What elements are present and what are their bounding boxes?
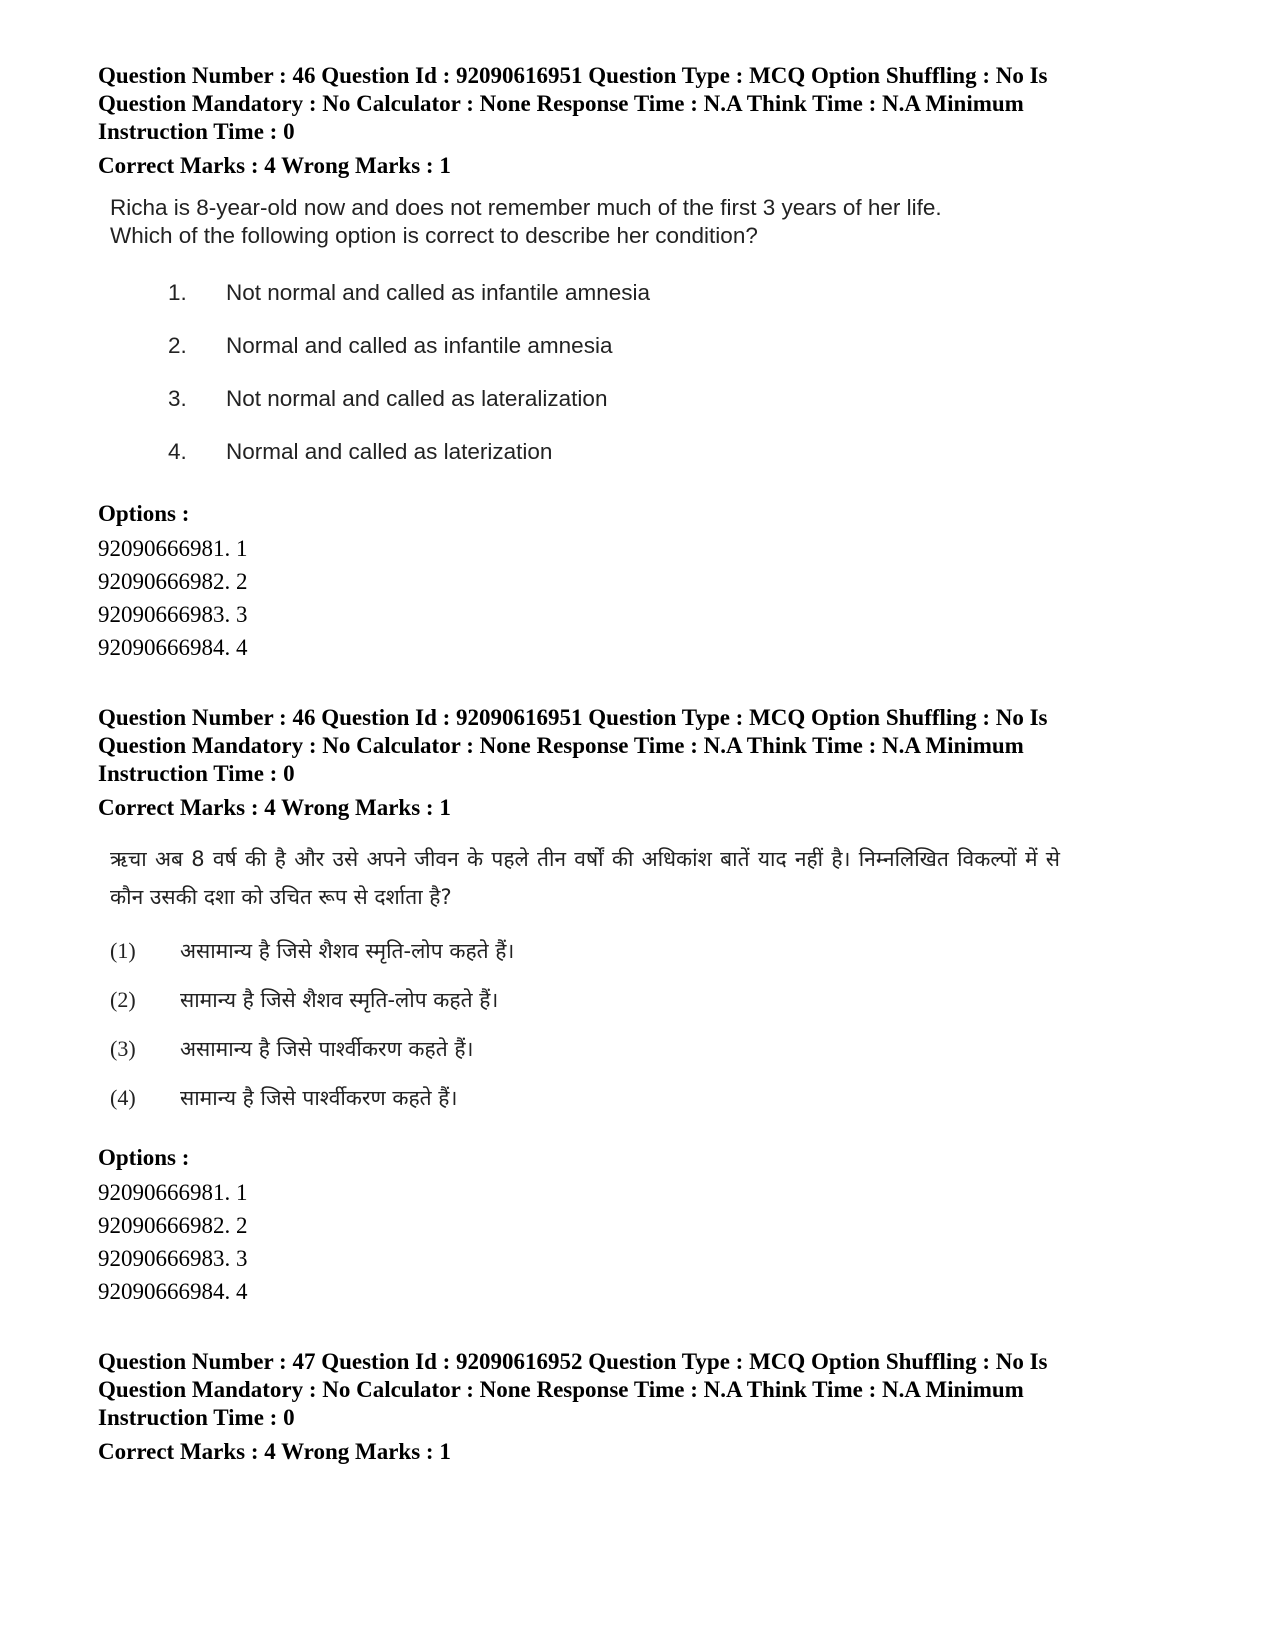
question-header-line-2: Question Mandatory : No Calculator : None Response Time : N.A Think Time : N.A Minimum	[98, 91, 1024, 116]
option-id-item: 92090666982. 2	[98, 569, 248, 594]
choice-number: 1.	[168, 279, 187, 305]
option-id-item: 92090666984. 4	[98, 635, 248, 660]
question-header-line-2: Question Mandatory : No Calculator : None Response Time : N.A Think Time : N.A Minimum	[98, 733, 1024, 758]
marks-line: Correct Marks : 4 Wrong Marks : 1	[98, 1439, 451, 1464]
option-id-item: 92090666983. 3	[98, 602, 248, 627]
choice-item	[110, 1024, 1060, 1073]
choice-text: Not normal and called as lateralization	[226, 385, 608, 411]
choice-number: (4)	[110, 1084, 136, 1110]
choice-text: असामान्य है जिसे शैशव स्मृति-लोप कहते हैं।	[180, 938, 515, 963]
choice-item	[168, 372, 990, 425]
option-id-item: 92090666981. 1	[98, 1180, 248, 1205]
question-header-line-1: Question Number : 46 Question Id : 92090616951 Question Type : MCQ Option Shuffling : No Is	[98, 63, 1048, 88]
question-header-line-2: Question Mandatory : No Calculator : None Response Time : N.A Think Time : N.A Minimum	[98, 1377, 1024, 1402]
choice-item	[168, 425, 990, 478]
question-header-line-1: Question Number : 47 Question Id : 92090616952 Question Type : MCQ Option Shuffling : No Is	[98, 1349, 1048, 1374]
question-stem: ऋचा अब 8 वर्ष की है और उसे अपने जीवन के पहले तीन वर्षों की अधिकांश बातें याद नहीं है। निम्नलिखित विकल्पों में से कौन उसकी दशा को उचित रूप से दर्शाता है?	[110, 847, 1060, 909]
choice-number: (1)	[110, 937, 136, 963]
choice-item	[168, 319, 990, 372]
option-id-item: 92090666982. 2	[98, 1213, 248, 1238]
question-block-47	[98, 1348, 1188, 1466]
option-id-item: 92090666981. 1	[98, 536, 248, 561]
question-header	[98, 62, 1188, 146]
choice-item	[168, 266, 990, 319]
choice-item	[110, 926, 1060, 975]
document-page	[98, 62, 1188, 1506]
question-header-line-3: Instruction Time : 0	[98, 1405, 295, 1430]
marks-line: Correct Marks : 4 Wrong Marks : 1	[98, 795, 451, 820]
choice-number: (2)	[110, 986, 136, 1012]
question-block-46-hindi	[98, 704, 1188, 1308]
choice-item	[110, 1073, 1060, 1122]
question-header	[98, 704, 1188, 788]
choice-text: असामान्य है जिसे पार्श्वीकरण कहते हैं।	[180, 1036, 474, 1061]
question-header-line-3: Instruction Time : 0	[98, 761, 295, 786]
choice-item	[110, 975, 1060, 1024]
option-id-list	[98, 532, 1188, 664]
choice-text: सामान्य है जिसे पार्श्वीकरण कहते हैं।	[180, 1085, 458, 1110]
choice-text: Normal and called as infantile amnesia	[226, 332, 613, 358]
choice-list	[110, 266, 990, 478]
question-header-line-1: Question Number : 46 Question Id : 92090616951 Question Type : MCQ Option Shuffling : No Is	[98, 705, 1048, 730]
option-id-list	[98, 1176, 1188, 1308]
question-header	[98, 1348, 1188, 1432]
marks-line: Correct Marks : 4 Wrong Marks : 1	[98, 153, 451, 178]
options-title: Options :	[98, 501, 190, 526]
question-stem: Richa is 8-year-old now and does not remember much of the first 3 years of her life. Which of the following option is correct to describe her condition?	[110, 195, 942, 248]
choice-text: सामान्य है जिसे शैशव स्मृति-लोप कहते हैं।	[180, 987, 499, 1012]
question-text-image	[110, 840, 1060, 1122]
question-header-line-3: Instruction Time : 0	[98, 119, 295, 144]
option-id-item: 92090666983. 3	[98, 1246, 248, 1271]
choice-number: 2.	[168, 332, 187, 358]
option-id-item: 92090666984. 4	[98, 1279, 248, 1304]
choice-text: Normal and called as laterization	[226, 438, 553, 464]
choice-list	[110, 926, 1060, 1122]
choice-number: (3)	[110, 1035, 136, 1061]
choice-number: 3.	[168, 385, 187, 411]
choice-text: Not normal and called as infantile amnesia	[226, 279, 650, 305]
options-title: Options :	[98, 1145, 190, 1170]
question-text-image	[110, 194, 990, 478]
question-block-46-english	[98, 62, 1188, 664]
choice-number: 4.	[168, 438, 187, 464]
